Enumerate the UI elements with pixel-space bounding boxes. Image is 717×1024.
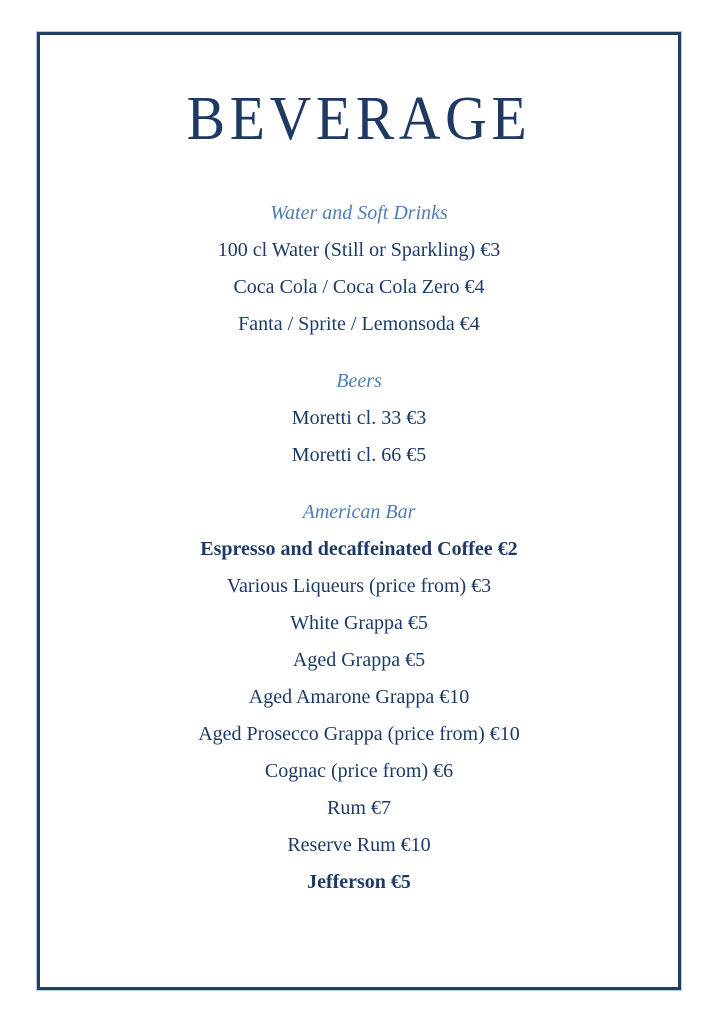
menu-item: Cognac (price from) €6: [264, 760, 454, 782]
menu-item: Fanta / Sprite / Lemonsoda €4: [238, 313, 480, 335]
menu-item: Jefferson €5: [307, 871, 411, 893]
menu-item: Moretti cl. 33 €3: [291, 407, 427, 429]
menu-item: Aged Prosecco Grappa (price from) €10: [198, 723, 520, 745]
menu-item: Rum €7: [327, 797, 391, 819]
menu-content: [37, 32, 681, 990]
section-heading: Beers: [336, 370, 382, 392]
menu-item: Aged Grappa €5: [292, 649, 426, 671]
menu-item: Coca Cola / Coca Cola Zero €4: [233, 276, 485, 298]
menu-sections: [37, 194, 681, 901]
section-items: [37, 531, 681, 901]
menu-item: Moretti cl. 66 €5: [291, 444, 427, 466]
section-items: [37, 400, 681, 474]
section-heading: Water and Soft Drinks: [270, 202, 448, 224]
menu-item: White Grappa €5: [290, 612, 428, 634]
menu-item: Various Liqueurs (price from) €3: [226, 575, 492, 597]
section-heading: American Bar: [302, 501, 416, 523]
section-items: [37, 232, 681, 343]
menu-item: Espresso and decaffeinated Coffee €2: [200, 538, 518, 560]
menu-item: Reserve Rum €10: [287, 834, 431, 856]
menu-item: Aged Amarone Grappa €10: [248, 686, 470, 708]
menu-item: 100 cl Water (Still or Sparkling) €3: [217, 239, 501, 261]
menu-section: [37, 194, 681, 343]
menu-section: [37, 493, 681, 901]
menu-section: [37, 362, 681, 474]
page-title: BEVERAGE: [186, 85, 532, 153]
